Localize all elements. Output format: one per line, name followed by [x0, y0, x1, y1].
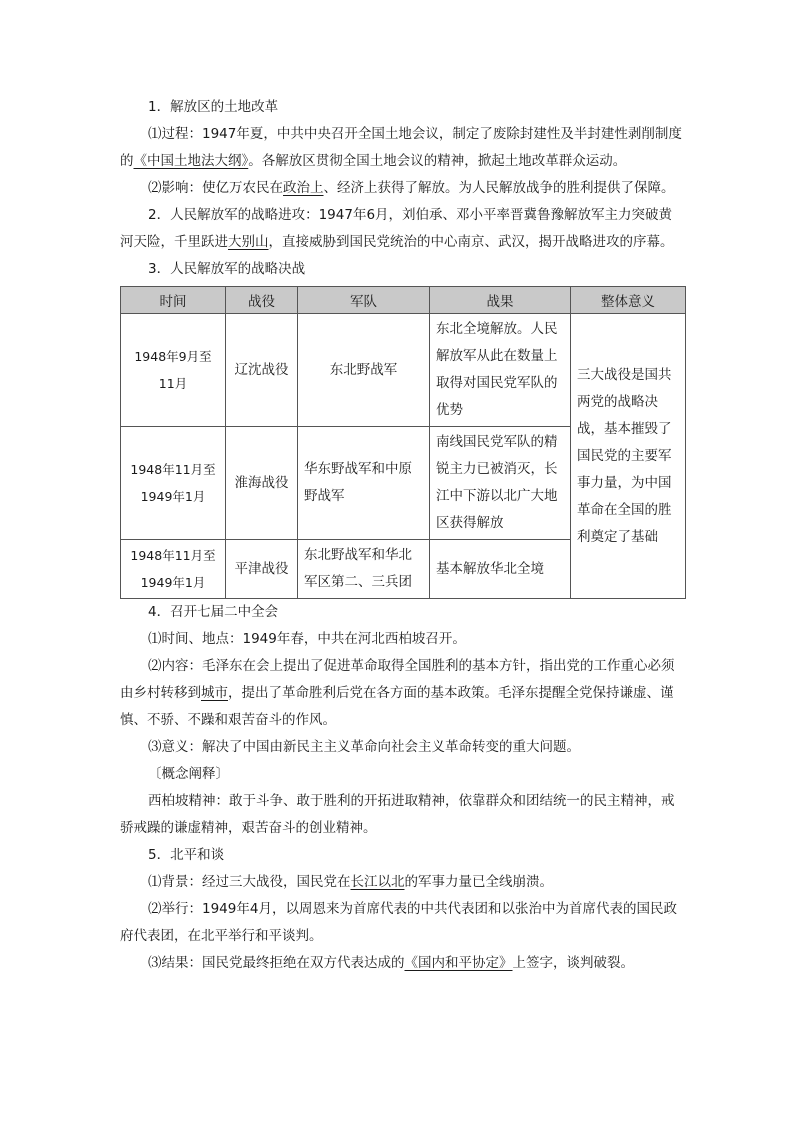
row-result: 基本解放华北全境: [430, 540, 571, 599]
row-time: 1948年11月至1949年1月: [121, 540, 226, 599]
section-1-title: 1．解放区的土地改革: [148, 99, 279, 115]
section-1-impact: ⑵影响：使亿万农民在政治上、经济上获得了解放。为人民解放战争的胜利提供了保障。: [148, 180, 675, 196]
header-significance: 整体意义: [571, 287, 686, 314]
row-result: 东北全境解放。人民解放军从此在数量上取得对国民党军队的优势: [430, 314, 571, 427]
concept-label: 〔概念阐释〕: [148, 766, 229, 782]
section-2-paragraph: 2．人民解放军的战略进攻：1947年6月，刘伯承、邓小平率晋冀鲁豫解放军主力突破黄河天险，千里跃进大别山，直接威胁到国民党统治的中心南京、武汉，揭开战略进攻的序幕。: [120, 207, 674, 250]
header-result: 战果: [430, 287, 571, 314]
city-term: 城市: [201, 685, 228, 701]
table-row: [121, 314, 686, 427]
section-3-title: 3．人民解放军的战略决战: [148, 261, 306, 277]
row-army: 东北野战军和华北军区第二、三兵团: [298, 540, 430, 599]
section-4-meaning: ⑶意义：解决了中国由新民主主义革命向社会主义革命转变的重大问题。: [148, 739, 580, 755]
table-header-row: [121, 287, 686, 314]
land-law-title: 《中国土地法大纲》: [133, 153, 249, 169]
section-4-time-place: ⑴时间、地点：1949年春，中共在河北西柏坡召开。: [148, 631, 466, 647]
dabie-mountain-term: 大别山: [228, 234, 269, 250]
politics-term: 政治上: [283, 180, 324, 196]
section-4-title: 4．召开七届二中全会: [148, 604, 279, 620]
row-battle: 平津战役: [226, 540, 298, 599]
row-time: 1948年9月至11月: [121, 314, 226, 427]
section-5-held: ⑵举行：1949年4月，以周恩来为首席代表的中共代表团和以张治中为首席代表的国民政府代表团，在北平举行和平谈判。: [120, 901, 677, 944]
row-battle: 淮海战役: [226, 427, 298, 540]
document-page: [120, 94, 685, 977]
row-time: 1948年11月至1949年1月: [121, 427, 226, 540]
xibaipo-spirit: 西柏坡精神：敢于斗争、敢于胜利的开拓进取精神，依靠群众和团结统一的民主精神，戒骄戒躁的谦虚精神，艰苦奋斗的创业精神。: [120, 793, 675, 836]
row-result: 南线国民党军队的精锐主力已被消灭，长江中下游以北广大地区获得解放: [430, 427, 571, 540]
header-army: 军队: [298, 287, 430, 314]
section-1-process: ⑴过程：1947年夏，中共中央召开全国土地会议，制定了废除封建性及半封建性剥削制度的《中国土地法大纲》。各解放区贯彻全国土地会议的精神，掀起土地改革群众运动。: [120, 126, 682, 169]
header-battle: 战役: [226, 287, 298, 314]
north-of-yangtze-term: 长江以北: [350, 874, 405, 890]
section-5-result: ⑶结果：国民党最终拒绝在双方代表达成的《国内和平协定》上签字，谈判破裂。: [148, 955, 634, 971]
peace-agreement-title: 《国内和平协定》: [404, 955, 513, 971]
campaign-table: [120, 286, 686, 599]
row-army: 华东野战军和中原野战军: [298, 427, 430, 540]
section-4-content: ⑵内容：毛泽东在会上提出了促进革命取得全国胜利的基本方针，指出党的工作重心必须由乡村转移到城市，提出了革命胜利后党在各方面的基本政策。毛泽东提醒全党保持谦虚、谨慎、不骄、不躁和艰苦奋斗的作风。: [120, 658, 675, 728]
overall-significance: 三大战役是国共两党的战略决战，基本摧毁了国民党的主要军事力量，为中国革命在全国的胜利奠定了基础: [571, 314, 686, 599]
section-5-background: ⑴背景：经过三大战役，国民党在长江以北的军事力量已全线崩溃。: [148, 874, 553, 890]
header-time: 时间: [121, 287, 226, 314]
row-army: 东北野战军: [298, 314, 430, 427]
row-battle: 辽沈战役: [226, 314, 298, 427]
section-5-title: 5．北平和谈: [148, 847, 225, 863]
